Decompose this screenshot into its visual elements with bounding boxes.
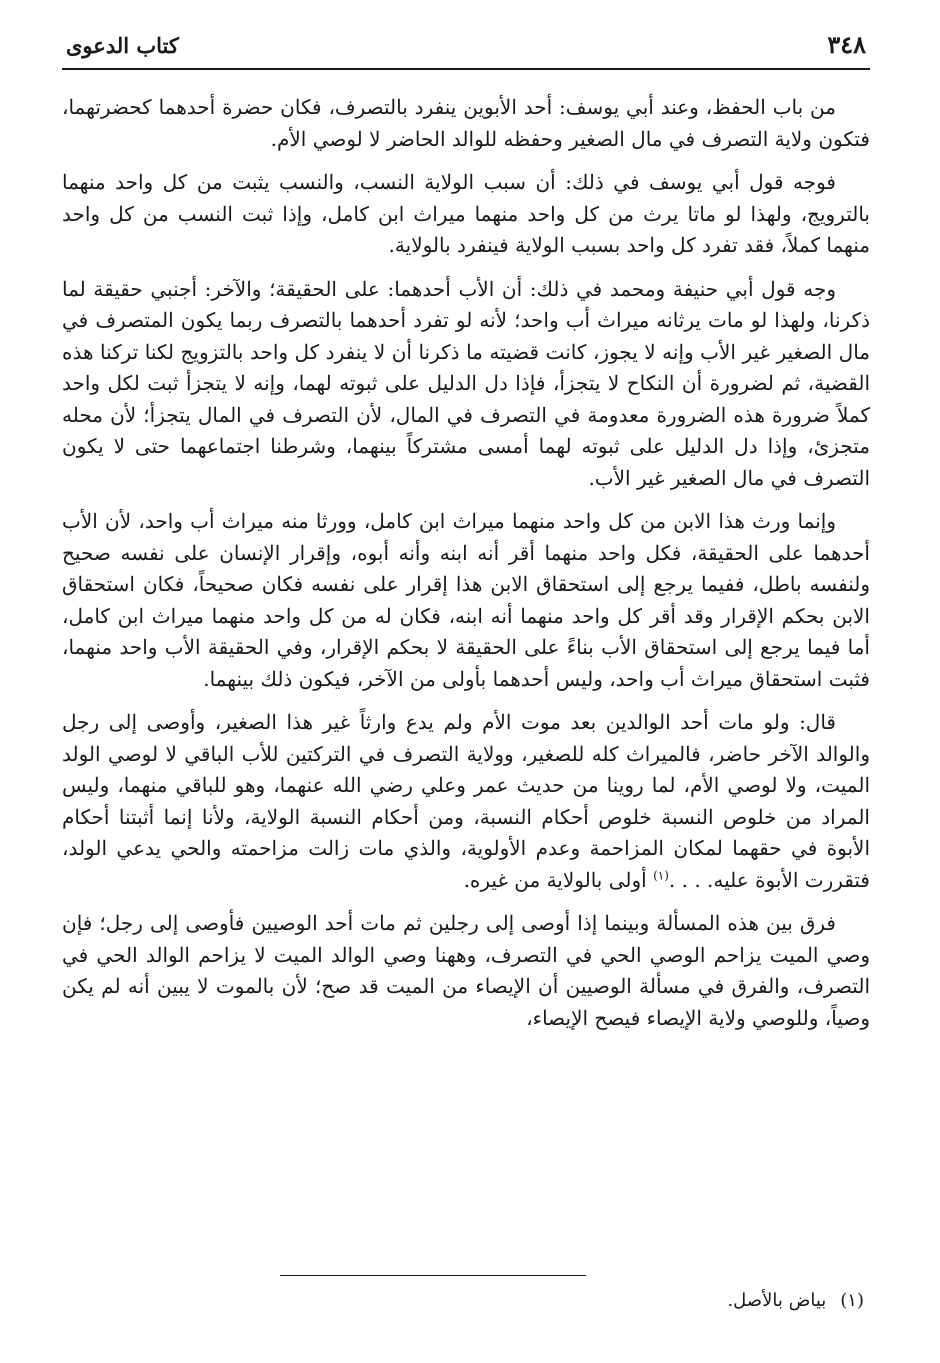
page	[62, 30, 870, 1046]
page-number: ٣٤٨	[827, 30, 866, 59]
paragraph-4: وإنما ورث هذا الابن من كل واحد منهما ميراث ابن كامل، وورثا منه ميراث أب واحد، لأن الأب أحدهما على الحقيقة، فكل واحد منهما أقر أنه ابنه وأنه أبوه، وإقرار الإنسان على نفسه صحيح ولنفسه باطل، ففيما يرجع إلى استحقاق الابن هذا إقرار على نفسه فكان صحيحاً، فكان استحقاق الابن بحكم الإقرار وقد أقر كل واحد منهما أنه ابنه، فكان له من كل واحد منهما ميراث ابن كامل، أما فيما يرجع إلى استحقاق الأب بناءً على الحقيقة لا بحكم الإقرار، وفي الحقيقة الأب واحد منهما، فثبت استحقاق ميراث أب واحد، وليس أحدهما بأولى من الآخر، فيكون ذلك بينهما.	[62, 509, 870, 691]
footnote-reference[interactable]: (١)	[653, 867, 669, 882]
book-title: كتاب الدعوى	[66, 33, 179, 58]
paragraph-3: وجه قول أبي حنيفة ومحمد في ذلك: أن الأب أحدهما: على الحقيقة؛ والآخر: أجنبي حقيقة لما ذكرنا، ولهذا لو مات يرثانه ميراث أب واحد؛ لأنه لو تفرد أحدهما بالتصرف ربما يكون المتصرف في مال الصغير غير الأب وإنه لا يجوز، كانت قضيته ما ذكرنا أن لا ينفرد كل واحد بالتزويج لكنا تركنا هذه القضية، ثم لضرورة أن النكاح لا يتجزأ، فإذا دل الدليل على ثبوته لهما، وإنه لا يتجزأ ثبت لكل واحد كملاً ضرورة هذه الضرورة معدومة في التصرف في المال، لأن التصرف في المال يتجزأ؛ لأن محله متجزئ، وإذا دل الدليل على ثبوته لهما أمسى مشتركاً بينهما، وشرطنا اجتماعهما حتى لا يكون التصرف في مال الصغير غير الأب.	[62, 276, 870, 490]
footnote	[727, 1290, 864, 1311]
paragraph-5-text: قال: ولو مات أحد الوالدين بعد موت الأم ولم يدع وارثاً غير هذا الصغير، وأوصى إلى رجل والوالد الآخر حاضر، فالميراث كله للصغير، وولاية التصرف في التركتين للأب الباقي لا لوصي الولد الميت، ولا لوصي الأم، لما روينا من حديث عمر وعلي رضي الله عنهما، وهو للباقي منهما، وليس المراد من خلوص النسبة خلوص أحكام النسبة، ومن أحكام النسبة الولاية، ولأنا إنما أثبتنا أحكام الأبوة في حقهما لمكان المزاحمة وعدم الأولوية، والذي مات زالت مزاحمته والحي يدعي الولد، فتقررت الأبوة عليه. . . .	[62, 710, 870, 892]
paragraph-5	[62, 707, 870, 896]
running-head	[62, 30, 870, 70]
paragraph-5-tail: أولى بالولاية من غيره.	[463, 867, 654, 892]
footnote-text: بياض بالأصل.	[727, 1290, 827, 1311]
body-text	[62, 92, 870, 1034]
footnote-marker: (١)	[840, 1290, 864, 1311]
paragraph-2: فوجه قول أبي يوسف في ذلك: أن سبب الولاية النسب، والنسب يثبت من كل واحد منهما بالترويج، ولهذا لو ماتا يرث من كل واحد منهما ميراث ابن كامل، وإذا ثبت النسب من كل واحد منهما كملاً، فقد تفرد كل واحد بسبب الولاية فينفرد بالولاية.	[62, 170, 870, 257]
footnote-separator	[280, 1275, 586, 1276]
paragraph-6: فرق بين هذه المسألة وبينما إذا أوصى إلى رجلين ثم مات أحد الوصيين فأوصى إلى رجل؛ فإن وصي الميت يزاحم الوصي الحي في التصرف، وههنا وصي الوالد الميت لا يزاحم الوالد الحي في التصرف، والفرق في مسألة الوصيين أن الإيصاء من الميت قد صح؛ لأن بالموت لا يبين أنه لم يكن وصياً، وللوصي ولاية الإيصاء فيصح الإيصاء،	[62, 911, 870, 1030]
paragraph-1: من باب الحفظ، وعند أبي يوسف: أحد الأبوين ينفرد بالتصرف، فكان حضرة أحدهما كحضرتهما، فتكون ولاية التصرف في مال الصغير وحفظه للوالد الحاضر لا لوصي الأم.	[62, 95, 870, 151]
